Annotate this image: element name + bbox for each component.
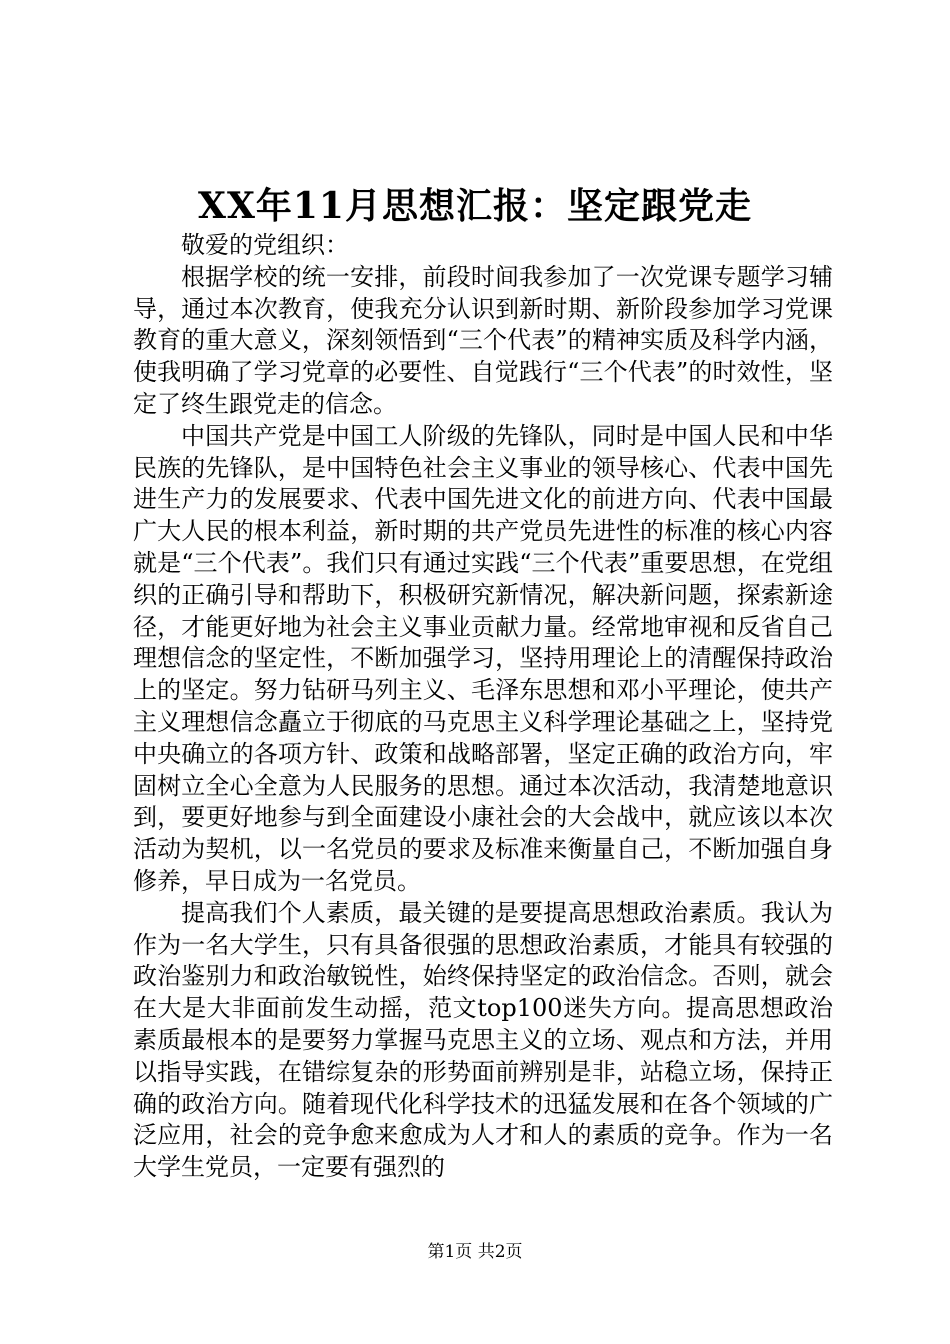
document-title: XX年11月思想汇报：坚定跟党走 [198, 185, 752, 227]
paragraph-3: 提高我们个人素质，最关键的是要提高思想政治素质。我认为作为一名大学生，只有具备很强的思想政治素质，才能具有较强的政治鉴别力和政治敏锐性，始终保持坚定的政治信念。否则，就会在大是大非面前发生动摇，范文top100迷失方向。提高思想政治素质最根本的是要努力掌握马克思主义的立场、观点和方法，并用以指导实践，在错综复杂的形势面前辨别是非，站稳立场，保持正确的政治方向。随着现代化科学技术的迅猛发展和在各个领域的广泛应用，社会的竞争愈来愈成为人才和人的素质的竞争。作为一名大学生党员，一定要有强烈的 [133, 898, 833, 1182]
page-number: 第1页 共2页 [427, 1242, 523, 1262]
document-body [133, 230, 833, 1184]
salutation: 敬爱的党组织： [181, 231, 349, 259]
page-footer [0, 1240, 950, 1264]
paragraph-1: 根据学校的统一安排，前段时间我参加了一次党课专题学习辅导，通过本次教育，使我充分认识到新时期、新阶段参加学习党课教育的重大意义，深刻领悟到“三个代表”的精神实质及科学内涵，使我明确了学习党章的必要性、自觉践行“三个代表”的时效性，坚定了终生跟党走的信念。 [133, 262, 833, 418]
paragraph-2: 中国共产党是中国工人阶级的先锋队，同时是中国人民和中华民族的先锋队，是中国特色社会主义事业的领导核心、代表中国先进生产力的发展要求、代表中国先进文化的前进方向、代表中国最广大人民的根本利益，新时期的共产党员先进性的标准的核心内容就是“三个代表”。我们只有通过实践“三个代表”重要思想，在党组织的正确引导和帮助下，积极研究新情况，解决新问题，探索新途径，才能更好地为社会主义事业贡献力量。经常地审视和反省自己理想信念的坚定性，不断加强学习，坚持用理论上的清醒保持政治上的坚定。努力钻研马列主义、毛泽东思想和邓小平理论，使共产主义理想信念矗立于彻底的马克思主义科学理论基础之上，坚持党中央确立的各项方针、政策和战略部署，坚定正确的政治方向，牢固树立全心全意为人民服务的思想。通过本次活动，我清楚地意识到，要更好地参与到全面建设小康社会的大会战中，就应该以本次活动为契机，以一名党员的要求及标准来衡量自己，不断加强自身修养，早日成为一名党员。 [133, 421, 833, 895]
